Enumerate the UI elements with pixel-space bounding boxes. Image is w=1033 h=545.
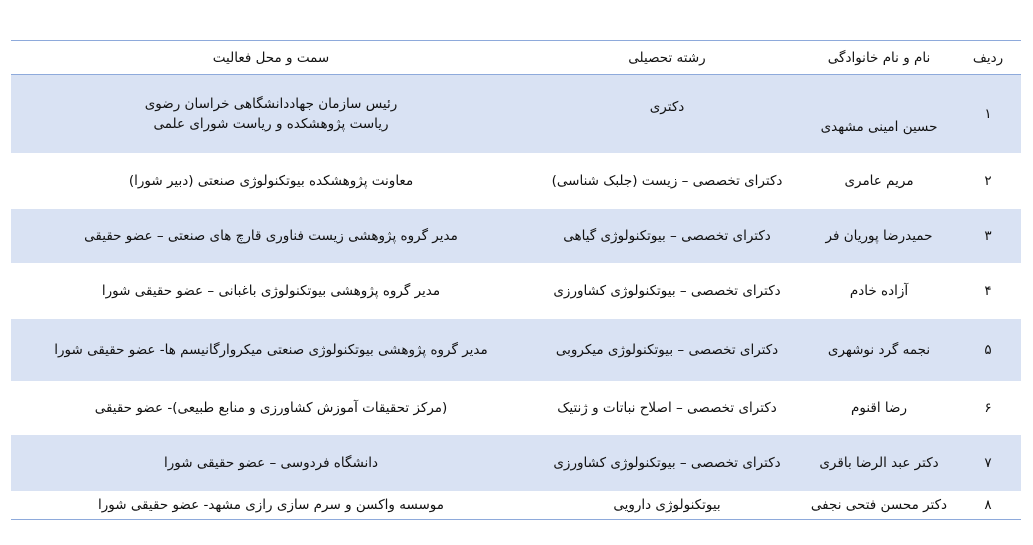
- position-line: مدیر گروه پژوهشی زیست فناوری قارچ های صنعتی – عضو حقیقی: [84, 228, 458, 244]
- header-position: سمت و محل فعالیت: [212, 49, 330, 66]
- row-name: رضا اقنوم: [851, 400, 907, 416]
- row-position: [11, 226, 531, 246]
- table-row: [11, 209, 1021, 263]
- table-header-row: [11, 41, 1021, 75]
- position-line: (مرکز تحقیقات آموزش کشاورزی و منابع طبیعی)- عضو حقیقی: [94, 400, 448, 416]
- table-row: [11, 153, 1021, 209]
- row-index: ۶: [984, 400, 992, 416]
- table-row: [11, 75, 1021, 153]
- table-row: [11, 435, 1021, 491]
- table-row: [11, 319, 1021, 381]
- row-position: [11, 495, 531, 515]
- table-row: [11, 491, 1021, 519]
- position-line: مدیر گروه پژوهشی بیوتکنولوژی باغبانی – عضو حقیقی شورا: [101, 283, 441, 299]
- row-index: ۲: [984, 173, 992, 189]
- row-position: [11, 171, 531, 191]
- row-field: دکترای تخصصی – بیوتکنولوژی گیاهی: [563, 228, 771, 244]
- row-name: مریم عامری: [844, 173, 914, 189]
- row-field: دکتری: [649, 99, 685, 115]
- row-name: دکتر محسن فتحی نجفی: [810, 497, 948, 513]
- row-field: دکترای تخصصی – بیوتکنولوژی میکروبی: [555, 342, 779, 358]
- position-line: معاونت پژوهشکده بیوتکنولوژی صنعتی (دبیر شورا): [128, 173, 414, 189]
- table-row: [11, 263, 1021, 319]
- members-table: [11, 40, 1021, 520]
- row-name: آزاده خادم: [849, 283, 909, 299]
- row-index: ۷: [984, 455, 992, 471]
- row-index: ۳: [984, 228, 992, 244]
- row-name: حمیدرضا پوریان فر: [825, 228, 933, 244]
- row-name: حسین امینی مشهدی: [820, 119, 938, 135]
- row-index: ۴: [984, 283, 992, 299]
- header-field: رشته تحصیلی: [628, 49, 706, 66]
- row-index: ۸: [984, 497, 992, 513]
- row-field: دکترای تخصصی – بیوتکنولوژی کشاورزی: [553, 455, 781, 471]
- row-field: دکترای تخصصی – زیست (جلبک شناسی): [551, 173, 783, 189]
- table-row: [11, 381, 1021, 435]
- row-name: دکتر عبد الرضا باقری: [819, 455, 939, 471]
- row-position: [11, 75, 531, 153]
- row-position: [11, 340, 531, 360]
- row-index: ۱: [984, 106, 992, 122]
- position-line: موسسه واکسن و سرم سازی رازی مشهد- عضو حقیقی شورا: [97, 497, 445, 513]
- row-position: [11, 281, 531, 301]
- header-name: نام و نام خانوادگی: [827, 49, 931, 66]
- position-line: رئیس سازمان جهاددانشگاهی خراسان رضوی: [144, 96, 398, 112]
- row-position: [11, 453, 531, 473]
- row-position: [11, 398, 531, 418]
- header-index: ردیف: [972, 49, 1004, 66]
- row-field: بیوتکنولوژی دارویی: [613, 497, 721, 513]
- row-field: دکترای تخصصی – بیوتکنولوژی کشاورزی: [553, 283, 781, 299]
- position-line: مدیر گروه پژوهشی بیوتکنولوژی صنعتی میکروارگانیسم ها- عضو حقیقی شورا: [54, 342, 488, 358]
- row-index: ۵: [984, 342, 992, 358]
- row-name: نجمه گرد نوشهری: [827, 342, 931, 358]
- row-field: دکترای تخصصی – اصلاح نباتات و ژنتیک: [557, 400, 777, 416]
- position-line: دانشگاه فردوسی – عضو حقیقی شورا: [163, 455, 379, 471]
- position-line: ریاست پژوهشکده و ریاست شورای علمی: [153, 116, 389, 132]
